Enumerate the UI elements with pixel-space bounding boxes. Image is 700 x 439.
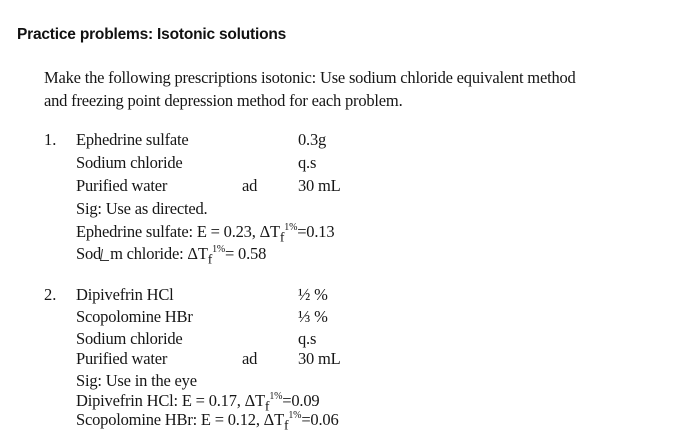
data-sup: 1% [288,410,302,421]
data-prefix-b: m chloride: ΔT [110,244,208,263]
problem-1-number: 1. [44,130,57,149]
data-prefix: Scopolomine HBr: E = 0.12, ΔT [76,410,284,429]
rx-line [76,153,317,173]
rx-line [76,349,341,369]
ingredient-amount: 0.3g [298,130,327,149]
rx-line [76,307,328,327]
rx-line [76,285,328,305]
ad-label: ad [242,349,258,368]
data-sub: f [264,398,270,414]
ingredient-amount: q.s [298,153,317,172]
ingredient-amount: 30 mL [298,349,341,368]
data-sup: 1% [212,244,226,255]
data-sub: f [279,229,285,245]
data-suffix: =0.06 [301,410,339,429]
data-sub: f [283,417,289,433]
page-title: Practice problems: Isotonic solutions [17,26,287,43]
ingredient-amount: 30 mL [298,176,341,195]
instructions-line-1: Make the following prescriptions isotonic: Use sodium chloride equivalent method [44,68,576,87]
data-sup: 1% [284,222,298,233]
ingredient-name: Ephedrine sulfate [76,130,189,149]
data-sup: 1% [269,391,283,402]
ingredient-amount: ⅓ % [298,307,328,326]
data-suffix: =0.13 [297,222,335,241]
ingredient-name: Sodium chloride [76,329,183,348]
ingredient-name: Purified water [76,349,168,368]
rx-line [76,130,327,150]
data-sub: f [207,251,213,267]
ingredient-amount: q.s [298,329,317,348]
problem-2-number: 2. [44,285,57,304]
instructions-line-2: and freezing point depression method for each problem. [44,91,403,110]
ingredient-name: Sodium chloride [76,153,183,172]
ephedrine-data [76,222,334,245]
data-prefix: Ephedrine sulfate: E = 0.23, ΔT [76,222,280,241]
rx-line [76,176,341,196]
ingredient-name: Dipivefrin HCl [76,285,174,304]
rx-line [76,329,317,349]
signa: Sig: Use as directed. [76,199,208,218]
signa: Sig: Use in the eye [76,371,197,390]
scopolomine-data [76,410,339,433]
ingredient-amount: ½ % [298,285,328,304]
ad-label: ad [242,176,258,195]
ingredient-name: Scopolomine HBr [76,307,193,326]
data-prefix-a: Sod [76,244,102,263]
ingredient-name: Purified water [76,176,168,195]
instructions [44,66,684,112]
data-suffix: =0.09 [282,391,320,410]
data-suffix: = 0.58 [225,244,267,263]
sodium-chloride-data [76,244,266,267]
data-prefix: Dipivefrin HCl: E = 0.17, ΔT [76,391,265,410]
